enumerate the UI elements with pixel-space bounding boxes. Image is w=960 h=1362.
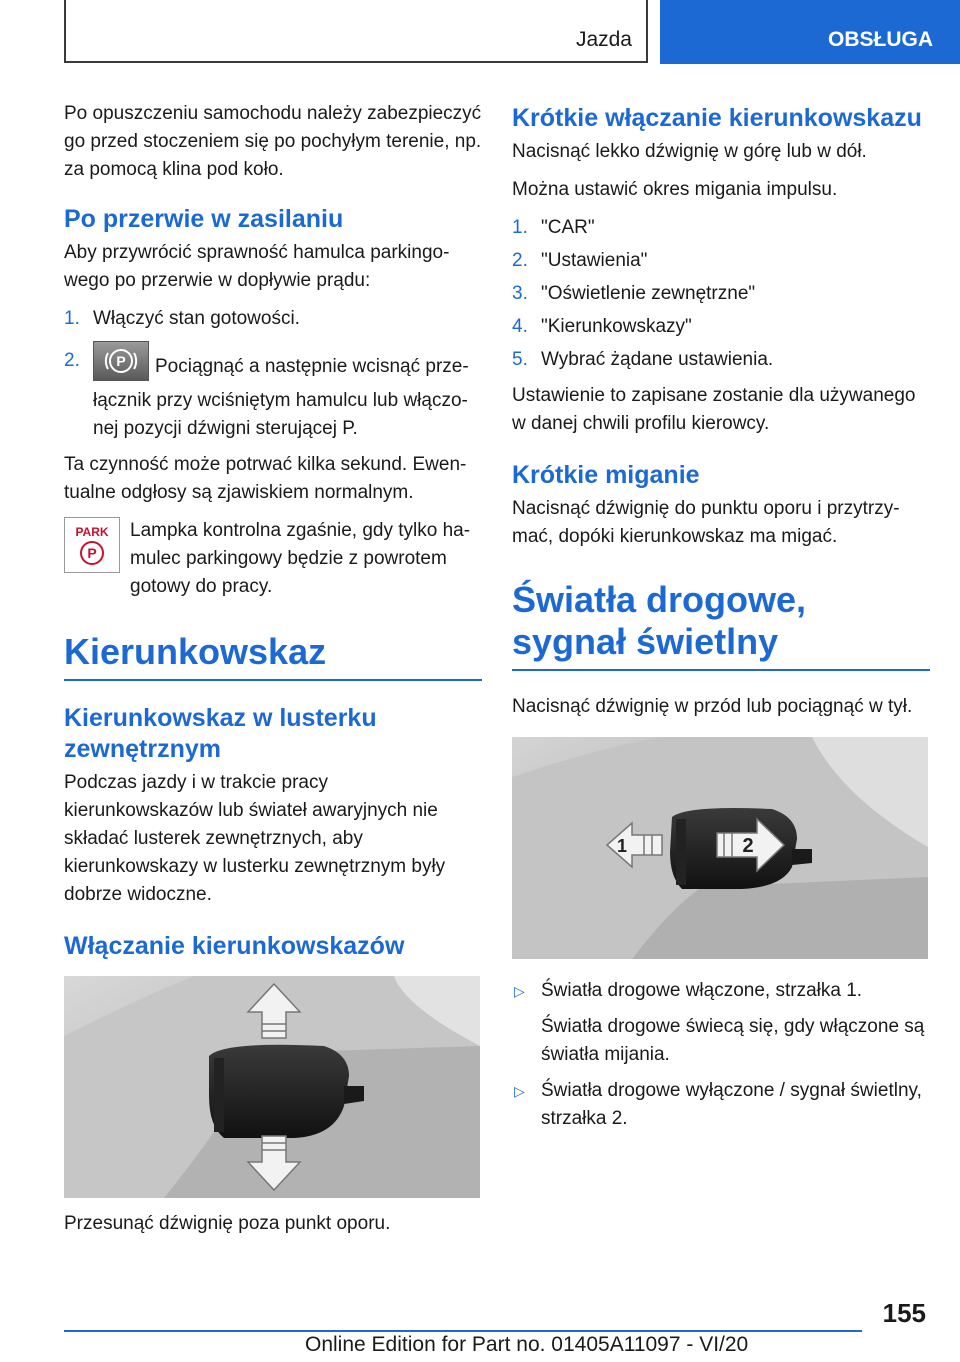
beam-bullets: [512, 977, 930, 1133]
step-text: "CAR": [541, 217, 595, 238]
step-text: "Kierunkowskazy": [541, 316, 692, 337]
step-number: 1.: [512, 217, 528, 238]
high-beam-lever-image: [512, 737, 928, 959]
brief-text-2: Można ustawić okres migania impulsu.: [512, 179, 838, 200]
step-text: Pociągnąć a następnie wcisnąć przełącznik przy wciśniętym hamulcu lub włączonej pozycji dźwigni sterującej P.: [93, 356, 469, 439]
list-item: [512, 1077, 930, 1133]
step-text: "Ustawienia": [541, 250, 648, 271]
footer-edition: Online Edition for Part no. 01405A11097 - VI/20: [305, 1333, 749, 1356]
intro-paragraph: Po opuszczeniu samochodu należy zabezpieczyć go przed stoczeniem się po pochyłym terenie, np. za pomocą klina pod koło.: [64, 103, 482, 180]
header-chapter-title: OBSŁUGA: [828, 28, 933, 51]
power-text: Aby przywrócić sprawność hamulca parkingowego po przerwie w dopływie prądu:: [64, 242, 450, 291]
switch-caption: Przesunąć dźwignię poza punkt oporu.: [64, 1213, 391, 1234]
beam-heading: Światła drogowe, sygnał świetlny: [512, 579, 930, 671]
switch-heading: Włączanie kierunkowskazów: [64, 932, 405, 960]
triangle-bullet-icon: ▷: [514, 1083, 525, 1099]
bullet-subtext: Światła drogowe świecą się, gdy włączone są światła mijania.: [541, 1016, 925, 1065]
list-item: [512, 280, 930, 308]
header-chapter-tab: [660, 0, 960, 64]
svg-text:P: P: [116, 353, 126, 369]
step-number: 1.: [64, 308, 80, 329]
right-column: [512, 100, 930, 1137]
lamp-text: Lampka kontrolna zgaśnie, gdy tylko hamulec parkingowy będzie z powrotem gotowy do pracy.: [130, 520, 471, 597]
footer-divider: [64, 1330, 862, 1332]
flash-text: Nacisnąć dźwignię do punktu oporu i przytrzymać, dopóki kierunkowskaz ma migać.: [512, 498, 900, 547]
brief-heading: Krótkie włączanie kierunkowskazu: [512, 104, 922, 132]
step-number: 2.: [512, 250, 528, 271]
step-number: 4.: [512, 316, 528, 337]
flash-heading: Krótkie miganie: [512, 461, 700, 489]
step-number: 2.: [64, 350, 80, 371]
power-note: Ta czynność może potrwać kilka sekund. Ewentualne odgłosy są zjawiskiem normalnym.: [64, 454, 467, 503]
bullet-text: Światła drogowe włączone, strzałka 1.: [541, 980, 863, 1001]
lamp-note: [64, 517, 482, 601]
mirror-text: Podczas jazdy i w trakcie pracy kierunkowskazów lub świateł awaryjnych nie składać lusterek zewnętrznych, aby kierunkowskazy w lusterku zewnętrznym były dobrze widoczne.: [64, 772, 446, 905]
beam-text: Nacisnąć dźwignię w przód lub pociągnąć w tył.: [512, 696, 913, 717]
left-column: [64, 100, 482, 1248]
park-warning-icon: [64, 517, 120, 573]
list-item: [64, 305, 482, 333]
step-text: Włączyć stan gotowości.: [93, 308, 300, 329]
brief-text-1: Nacisnąć lekko dźwignię w górę lub w dół.: [512, 141, 867, 162]
list-item: [512, 346, 930, 374]
list-item: [512, 977, 930, 1069]
svg-text:P: P: [87, 545, 97, 561]
brief-note: Ustawienie to zapisane zostanie dla używanego w danej chwili profilu kierowcy.: [512, 385, 916, 434]
step-number: 5.: [512, 349, 528, 370]
step-text: Wybrać żądane ustawienia.: [541, 349, 774, 370]
header-section-title: Jazda: [575, 28, 632, 51]
mirror-heading: Kierunkowskaz w lusterku zewnętrznym: [64, 704, 377, 763]
step-number: 3.: [512, 283, 528, 304]
brief-steps: [512, 214, 930, 374]
list-item: [512, 214, 930, 242]
bullet-text: Światła drogowe wyłączone / sygnał świetlny, strzałka 2.: [541, 1080, 922, 1129]
list-item: [64, 347, 482, 443]
arrow-label-2: 2: [742, 835, 754, 857]
step-text: "Oświetlenie zewnętrzne": [541, 283, 756, 304]
list-item: [512, 313, 930, 341]
list-item: [512, 247, 930, 275]
page-number: 155: [882, 1298, 926, 1328]
header-section-box: [64, 0, 648, 63]
turn-signal-lever-image: [64, 976, 480, 1198]
triangle-bullet-icon: ▷: [514, 983, 525, 999]
parking-brake-switch-icon: [93, 341, 149, 381]
park-icon-label: PARK: [75, 525, 109, 539]
power-heading: Po przerwie w zasilaniu: [64, 205, 344, 233]
power-steps: [64, 305, 482, 443]
main-heading: Kierunkowskaz: [64, 631, 482, 681]
arrow-label-1: 1: [616, 836, 628, 856]
